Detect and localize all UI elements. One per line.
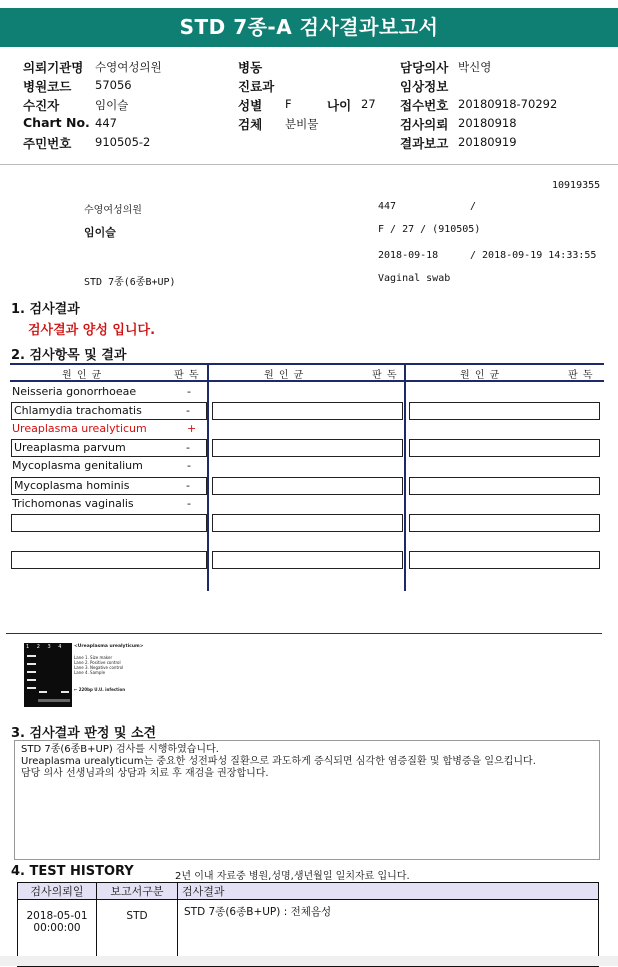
empty-row bbox=[409, 439, 600, 457]
col-judgement-2: 판 독 bbox=[372, 370, 398, 381]
gel-legend-line: Lane 2. Positive control bbox=[74, 660, 121, 665]
pathogen-name: Mycoplasma genitalium bbox=[12, 459, 143, 472]
rrn-value: 910505-2 bbox=[95, 135, 151, 149]
institution-label: 의뢰기관명 bbox=[23, 60, 84, 75]
print-slash: / bbox=[470, 201, 477, 212]
pathogen-name: Mycoplasma hominis bbox=[14, 479, 130, 492]
report-title: STD 7종-A 검사결과보고서 bbox=[0, 8, 618, 47]
gel-legend-line: Lane 4. Sample bbox=[74, 670, 106, 675]
result-row bbox=[12, 458, 206, 474]
specimen-value: 분비물 bbox=[285, 117, 319, 131]
empty-row bbox=[409, 402, 600, 420]
gel-legend-line: Lane 1. Size maker bbox=[74, 655, 113, 660]
print-institution: 수영여성의원 bbox=[84, 205, 142, 216]
hospital-code-value: 57056 bbox=[95, 78, 132, 92]
overall-result: 검사결과 양성 입니다. bbox=[28, 323, 156, 338]
gel-legend bbox=[74, 644, 174, 692]
rrn-label: 주민번호 bbox=[23, 136, 72, 151]
pathogen-result: - bbox=[186, 441, 190, 454]
print-chart: 447 bbox=[378, 201, 397, 212]
remark-line: 담당 의사 선생님과의 상담과 치료 후 재검을 권장합니다. bbox=[21, 768, 269, 779]
pathogen-name: Ureaplasma parvum bbox=[14, 441, 126, 454]
empty-row bbox=[212, 477, 403, 495]
doctor-value: 박신영 bbox=[458, 60, 492, 74]
gel-divider bbox=[6, 633, 602, 634]
print-specimen: Vaginal swab bbox=[378, 273, 451, 284]
col-pathogen-3: 원 인 균 bbox=[460, 370, 501, 381]
empty-row bbox=[212, 551, 403, 569]
print-test-name: STD 7종(6종B+UP) bbox=[84, 277, 176, 288]
pathogen-result: - bbox=[187, 385, 191, 398]
print-patient: 임이슬 bbox=[84, 226, 116, 239]
gel-band bbox=[39, 691, 47, 693]
sex-label: 성별 bbox=[238, 98, 263, 113]
section3-heading: 3. 검사결과 판정 및 소견 bbox=[11, 726, 157, 741]
gel-lane-numbers: 1 2 3 4 bbox=[26, 644, 65, 650]
history-col-result: 검사결과 bbox=[178, 883, 599, 900]
age-label: 나이 bbox=[327, 98, 352, 113]
pathogen-name: Neisseria gonorrhoeae bbox=[12, 385, 137, 398]
empty-row bbox=[212, 514, 403, 532]
result-row bbox=[12, 496, 206, 512]
result-row bbox=[11, 402, 207, 420]
pathogen-name: Chlamydia trachomatis bbox=[14, 404, 142, 417]
reception-label: 접수번호 bbox=[400, 98, 449, 113]
age-value: 27 bbox=[361, 97, 376, 111]
empty-row bbox=[11, 514, 207, 532]
print-id: 10919355 bbox=[552, 180, 601, 191]
print-sex-age: F / 27 / (910505) bbox=[378, 224, 481, 235]
section4-heading: 4. TEST HISTORY bbox=[11, 864, 134, 879]
remarks-box bbox=[14, 740, 600, 860]
ward-label: 병동 bbox=[238, 60, 263, 75]
history-table bbox=[17, 882, 599, 967]
result-row-positive bbox=[12, 421, 206, 437]
empty-row bbox=[409, 477, 600, 495]
result-row bbox=[11, 477, 207, 495]
result-row bbox=[11, 439, 207, 457]
patient-value: 임이슬 bbox=[95, 98, 129, 112]
gel-band-label: ← 220bp U.U. infection bbox=[74, 687, 126, 692]
request-date: 20180918 bbox=[458, 116, 517, 130]
empty-row bbox=[212, 402, 403, 420]
history-date-line2: 00:00:00 bbox=[33, 922, 81, 934]
pathogen-result: - bbox=[187, 497, 191, 510]
col-judgement-1: 판 독 bbox=[174, 370, 200, 381]
empty-row bbox=[212, 439, 403, 457]
section1-heading: 1. 검사결과 bbox=[11, 302, 80, 317]
history-type-value: STD bbox=[126, 910, 148, 922]
pathogen-result: + bbox=[187, 422, 197, 435]
report-label: 결과보고 bbox=[400, 136, 449, 151]
reception-value: 20180918-70292 bbox=[458, 97, 558, 111]
sex-value: F bbox=[285, 97, 292, 111]
history-col-date: 검사의뢰일 bbox=[18, 883, 97, 900]
gel-band bbox=[27, 663, 36, 665]
gel-image bbox=[24, 643, 72, 707]
doctor-label: 담당의사 bbox=[400, 60, 449, 75]
clinical-label: 임상정보 bbox=[400, 79, 449, 94]
gel-band bbox=[27, 655, 36, 657]
gel-title: <Ureaplasma urealyticum> bbox=[74, 644, 144, 649]
history-col-type: 보고서구분 bbox=[97, 883, 178, 900]
header-divider bbox=[0, 164, 618, 165]
history-date-line1: 2018-05-01 bbox=[26, 910, 88, 922]
gel-band bbox=[38, 699, 70, 702]
report-date: 20180919 bbox=[458, 135, 517, 149]
gel-band bbox=[27, 687, 36, 689]
dept-label: 진료과 bbox=[238, 79, 275, 94]
chart-label: Chart No. bbox=[23, 115, 90, 130]
request-label: 검사의뢰 bbox=[400, 117, 449, 132]
section2-heading: 2. 검사항목 및 결과 bbox=[11, 348, 127, 363]
table-divider-1 bbox=[207, 363, 209, 591]
chart-value: 447 bbox=[95, 116, 117, 130]
table-top-line bbox=[10, 363, 604, 365]
empty-row bbox=[409, 551, 600, 569]
col-pathogen-1: 원 인 균 bbox=[62, 370, 103, 381]
result-row bbox=[12, 384, 206, 400]
empty-row bbox=[409, 514, 600, 532]
print-date-received: 2018-09-18 bbox=[378, 250, 439, 261]
pathogen-result: - bbox=[187, 459, 191, 472]
col-pathogen-2: 원 인 균 bbox=[264, 370, 305, 381]
pathogen-name: Trichomonas vaginalis bbox=[12, 497, 134, 510]
patient-label: 수진자 bbox=[23, 98, 60, 113]
gel-band bbox=[27, 671, 36, 673]
pathogen-result: - bbox=[186, 404, 190, 417]
history-result: STD 7종(6종B+UP) : 전체음성 bbox=[178, 900, 599, 967]
pathogen-name: Ureaplasma urealyticum bbox=[12, 422, 147, 435]
history-note: 2년 이내 자료중 병원,성명,생년월일 일치자료 입니다. bbox=[175, 871, 410, 882]
remark-line: STD 7종(6종B+UP) 검사를 시행하였습니다. bbox=[21, 744, 219, 755]
table-divider-2 bbox=[404, 363, 406, 591]
gel-band bbox=[27, 679, 36, 681]
pathogen-result: - bbox=[186, 479, 190, 492]
col-judgement-3: 판 독 bbox=[568, 370, 594, 381]
hospital-code-label: 병원코드 bbox=[23, 79, 72, 94]
empty-row bbox=[11, 551, 207, 569]
print-date-reported: / 2018-09-19 14:33:55 bbox=[470, 250, 597, 261]
specimen-label: 검체 bbox=[238, 117, 263, 132]
remark-line: Ureaplasma urealyticum는 중요한 성전파성 질환으로 과도하게 증식되면 심각한 염증질환 및 합병증을 일으킵니다. bbox=[21, 756, 536, 767]
footer-strip bbox=[0, 956, 618, 966]
institution-value: 수영여성의원 bbox=[95, 60, 162, 74]
gel-band bbox=[61, 691, 69, 693]
gel-legend-line: Lane 3. Negative control bbox=[74, 665, 124, 670]
